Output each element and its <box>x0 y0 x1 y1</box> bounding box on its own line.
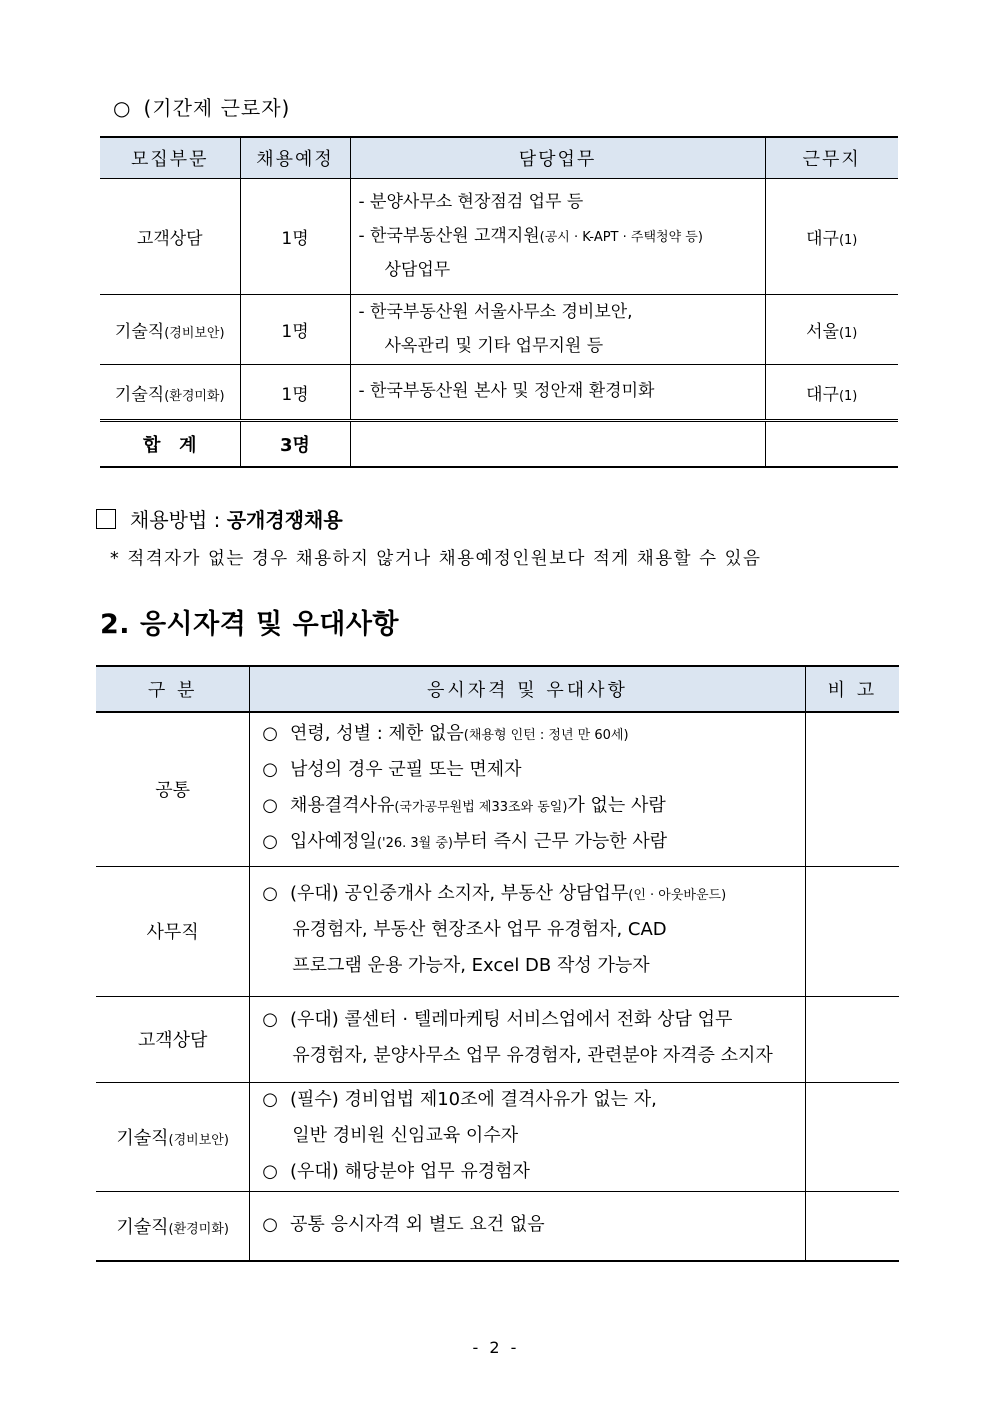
qualification-line <box>262 1083 804 1119</box>
bullet-circle: ○ <box>262 1009 278 1030</box>
location-cell <box>765 295 898 365</box>
dept-sub: (환경미화) <box>164 388 225 404</box>
category-cell <box>96 712 250 866</box>
header-dept: 모집부문 <box>100 137 240 179</box>
bullet-circle: ○ <box>262 1213 278 1235</box>
remarks-cell <box>805 712 899 866</box>
qualification-tail: 가 없는 사람 <box>567 795 666 817</box>
category-sub: (경비보안) <box>168 1132 229 1148</box>
location-sub: (1) <box>838 388 858 404</box>
remarks-cell <box>805 996 899 1082</box>
qualification-cell <box>250 866 805 996</box>
table-row <box>100 179 898 295</box>
qualification-text: 입사예정일 <box>290 831 377 853</box>
duty-line <box>359 220 765 254</box>
category-cell <box>96 996 250 1082</box>
qualification-line <box>262 913 804 949</box>
count-cell: 1명 <box>240 295 350 365</box>
checkbox-icon <box>96 509 116 529</box>
qualification-text: 일반 경비원 신임교육 이수자 <box>292 1124 519 1146</box>
sub-heading-text: (기간제 근로자) <box>143 96 291 120</box>
note-text: * 적격자가 없는 경우 채용하지 않거나 채용예정인원보다 적게 채용할 수 있음 <box>110 549 762 569</box>
duty-cell <box>350 365 765 421</box>
header-count: 채용예정 <box>240 137 350 179</box>
category-cell <box>96 866 250 996</box>
table-row <box>100 365 898 421</box>
qualification-cell <box>250 1082 805 1191</box>
qualification-text: 연령, 성별 : 제한 없음 <box>290 723 464 745</box>
bullet-circle: ○ <box>262 1160 278 1182</box>
qualification-text: 남성의 경우 군필 또는 면제자 <box>290 759 522 781</box>
duty-text: 한국부동산원 고객지원 <box>370 225 540 246</box>
qualification-text: 채용결격사유 <box>290 795 395 817</box>
total-empty-loc <box>765 421 898 468</box>
dept-sub: (경비보안) <box>164 326 225 341</box>
category-sub: (환경미화) <box>168 1221 229 1237</box>
category-cell <box>96 1191 250 1261</box>
table-row <box>100 295 898 365</box>
recruitment-table-header <box>100 137 898 179</box>
count-cell: 1명 <box>240 365 350 421</box>
recruitment-table <box>100 136 898 468</box>
location-main: 서울 <box>806 322 839 342</box>
qualification-line <box>262 1003 804 1039</box>
qualification-text: (필수) 경비업법 제10조에 결격사유가 없는 자, <box>290 1088 657 1110</box>
qualification-text: 유경험자, 부동산 현장조사 업무 유경험자, CAD <box>292 919 667 940</box>
duty-line <box>359 254 765 288</box>
total-row <box>100 421 898 468</box>
location-cell <box>765 179 898 295</box>
total-empty <box>350 421 765 468</box>
qualification-line <box>262 877 804 913</box>
qualification-small: ('26. 3월 중) <box>376 836 453 852</box>
qualification-text: (우대) 해당분야 업무 유경험자 <box>290 1160 530 1182</box>
recruitment-method <box>96 504 343 533</box>
category-main: 사무직 <box>146 922 199 943</box>
table-row <box>96 712 899 866</box>
table-row <box>96 1191 899 1261</box>
qualification-cell <box>250 996 805 1082</box>
dept-cell <box>100 179 240 295</box>
dept-main: 고객상담 <box>136 229 203 249</box>
qualification-line <box>262 1208 804 1244</box>
page-number: - 2 - <box>472 1338 520 1357</box>
bullet-circle: ○ <box>262 831 278 853</box>
bullet-circle: ○ <box>262 759 278 781</box>
sub-heading <box>113 92 290 121</box>
remarks-cell <box>805 1191 899 1261</box>
qualification-line <box>262 1155 804 1191</box>
header-remarks: 비 고 <box>805 666 899 712</box>
duty-prefix: - <box>358 301 371 322</box>
remarks-cell <box>805 1082 899 1191</box>
duty-line <box>359 330 765 364</box>
duty-small: (공시 · K-APT · 주택청약 등) <box>539 229 703 245</box>
dept-cell <box>100 365 240 421</box>
duty-prefix: - <box>358 225 371 246</box>
category-main: 기술직 <box>116 1216 169 1238</box>
qualification-tail: 부터 즉시 근무 가능한 사람 <box>453 831 668 853</box>
category-main: 고객상담 <box>137 1030 208 1051</box>
dept-main: 기술직 <box>114 322 165 342</box>
location-sub: (1) <box>838 326 858 341</box>
duty-cell <box>350 179 765 295</box>
table-row <box>96 1082 899 1191</box>
qualification-line <box>262 1039 804 1075</box>
duty-text: 상담업무 <box>384 259 451 280</box>
category-cell <box>96 1082 250 1191</box>
qualification-small: (인 · 아웃바운드) <box>628 888 727 903</box>
header-category: 구 분 <box>96 666 250 712</box>
header-location: 근무지 <box>765 137 898 179</box>
duty-line <box>359 375 765 409</box>
qualification-line <box>262 825 804 861</box>
location-main: 대구 <box>806 229 839 249</box>
qualification-line <box>262 949 804 985</box>
qualification-small: (국가공무원법 제33조와 동일) <box>394 800 568 816</box>
location-main: 대구 <box>806 384 839 405</box>
duty-cell <box>350 295 765 365</box>
qualification-small: (채용형 인턴 : 정년 만 60세) <box>463 728 629 744</box>
method-value: 공개경쟁채용 <box>226 508 343 532</box>
bullet-circle: ○ <box>262 883 278 904</box>
table-row <box>96 866 899 996</box>
category-main: 공통 <box>155 780 191 802</box>
table-row <box>96 996 899 1082</box>
remarks-cell <box>805 866 899 996</box>
qualification-text: 유경험자, 분양사무소 업무 유경험자, 관련분야 자격증 소지자 <box>292 1045 773 1066</box>
dept-main: 기술직 <box>114 384 165 405</box>
qualification-line <box>262 717 804 753</box>
duty-line <box>359 186 765 220</box>
qualification-table-header <box>96 666 899 712</box>
qualification-text: 공통 응시자격 외 별도 요건 없음 <box>290 1213 545 1235</box>
section-title: 2. 응시자격 및 우대사항 <box>100 609 399 640</box>
header-qualification: 응시자격 및 우대사항 <box>250 666 805 712</box>
qualification-cell <box>250 1191 805 1261</box>
location-cell <box>765 365 898 421</box>
qualification-line <box>262 789 804 825</box>
duty-line <box>359 296 765 330</box>
count-cell: 1명 <box>240 179 350 295</box>
qualification-text: 프로그램 운용 가능자, Excel DB 작성 가능자 <box>292 955 650 976</box>
method-label: 채용방법 : <box>130 508 227 532</box>
duty-prefix: - <box>358 381 371 401</box>
qualification-cell <box>250 712 805 866</box>
qualification-text: (우대) 콜센터 · 텔레마케팅 서비스업에서 전화 상담 업무 <box>290 1009 733 1030</box>
duty-text: 사옥관리 및 기타 업무지원 등 <box>384 335 604 356</box>
bullet-circle: ○ <box>113 96 132 120</box>
total-label: 합 계 <box>100 421 240 468</box>
bullet-circle: ○ <box>262 795 278 817</box>
location-sub: (1) <box>838 233 858 248</box>
qualification-text: (우대) 공인중개사 소지자, 부동산 상담업무 <box>290 883 629 904</box>
duty-text: 분양사무소 현장점검 업무 등 <box>370 191 584 212</box>
category-main: 기술직 <box>116 1127 169 1149</box>
duty-prefix: - <box>358 191 371 212</box>
bullet-circle: ○ <box>262 723 278 745</box>
header-duty: 담당업무 <box>350 137 765 179</box>
qualification-table <box>96 665 899 1262</box>
duty-text: 한국부동산원 본사 및 정안재 환경미화 <box>370 381 655 401</box>
dept-cell <box>100 295 240 365</box>
duty-text: 한국부동산원 서울사무소 경비보안, <box>370 301 633 322</box>
qualification-line <box>262 753 804 789</box>
bullet-circle: ○ <box>262 1088 278 1110</box>
total-count: 3명 <box>240 421 350 468</box>
qualification-line <box>262 1119 804 1155</box>
